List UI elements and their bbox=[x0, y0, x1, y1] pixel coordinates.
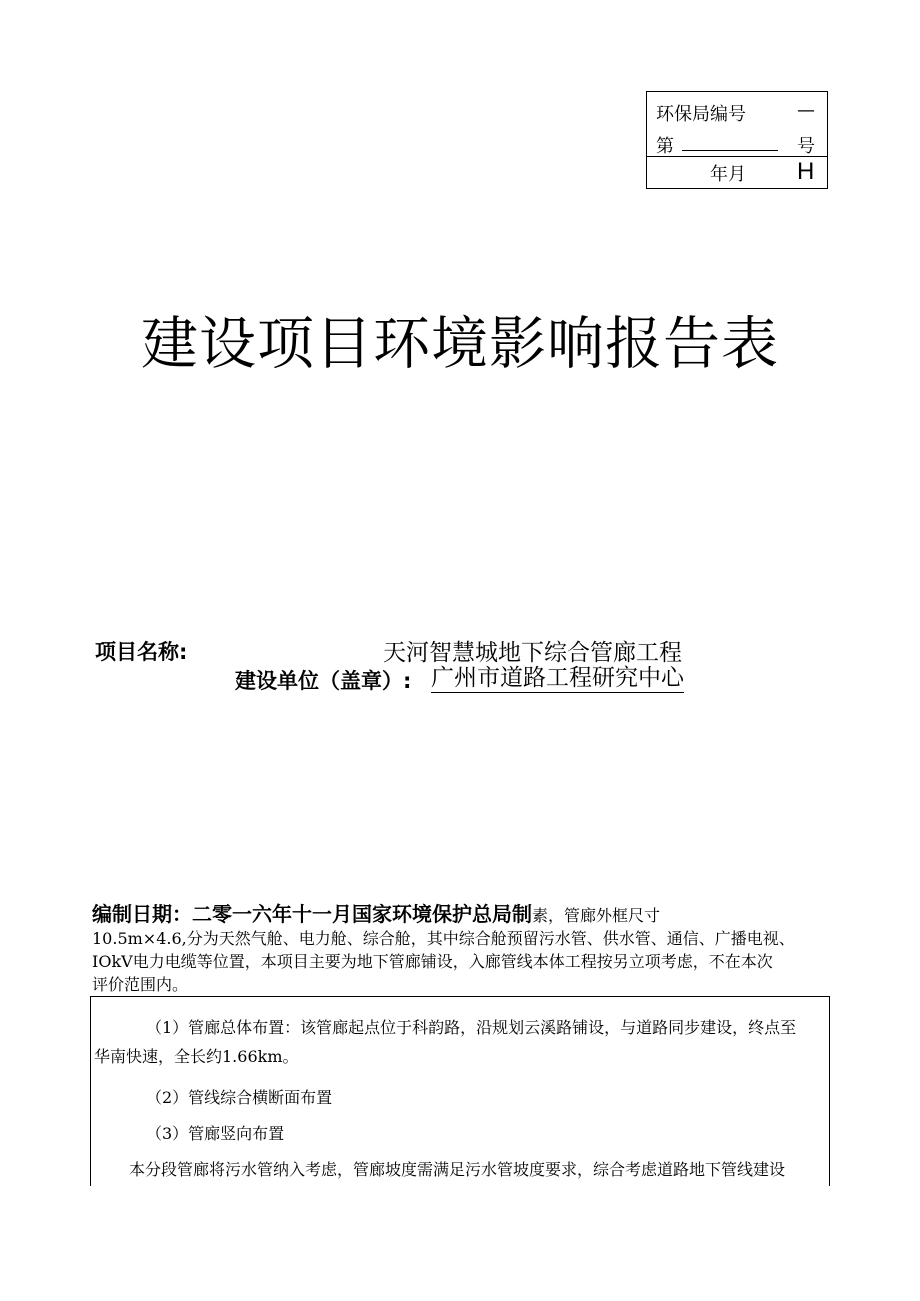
date-line bbox=[92, 903, 832, 927]
content-item-1-cont: 华南快速，全长约1.66km。 bbox=[94, 1047, 299, 1066]
content-item-2: （2）管线综合横断面布置 bbox=[146, 1088, 333, 1107]
date-row bbox=[647, 156, 827, 190]
project-name-value: 天河智慧城地下综合管廊工程 bbox=[383, 640, 682, 666]
project-name-label: 项目名称: bbox=[95, 640, 188, 664]
body-text bbox=[92, 903, 832, 996]
serial-blank-line bbox=[682, 150, 778, 151]
content-item-1: （1）管廊总体布置：该管廊起点位于科韵路，沿规划云溪路铺设，与道路同步建设，终点至 bbox=[146, 1018, 797, 1037]
content-item-4: 本分段管廊将污水管纳入考虑，管廊坡度需满足污水管坡度要求，综合考虑道路地下管线建设 bbox=[129, 1160, 786, 1179]
bureau-number-dash: — bbox=[797, 100, 815, 121]
construction-unit-value: 广州市道路工程研究中心 bbox=[431, 665, 684, 691]
document-title: 建设项目环境影响报告表 bbox=[141, 311, 779, 377]
compile-date-label: 编制日期：二零一六年十一月国家环境保护总局制 bbox=[92, 902, 532, 926]
serial-hao-label: 号 bbox=[797, 136, 815, 157]
construction-unit-label: 建设单位（盖章）: bbox=[235, 669, 412, 693]
bureau-number-box bbox=[646, 91, 828, 189]
body-line: IOkV电力电缆等位置，本项目主要为地下管廊铺设，入廊管线本体工程按另立项考虑，不在本次 bbox=[92, 952, 773, 971]
serial-di-label: 第 bbox=[656, 136, 674, 157]
body-line: 10.5m×4.6,分为天然气舱、电力舱、综合舱，其中综合舱预留污水管、供水管、通信、广播电视、 bbox=[92, 929, 795, 948]
date-label: 年月 bbox=[710, 164, 746, 185]
line1-tail: 素，管廊外框尺寸 bbox=[532, 906, 661, 925]
date-h-mark: H bbox=[797, 158, 815, 185]
content-box bbox=[90, 996, 830, 1186]
body-line: 评价范围内。 bbox=[92, 975, 189, 994]
content-item-3: （3）管廊竖向布置 bbox=[146, 1124, 285, 1143]
bureau-number-label: 环保局编号 bbox=[656, 104, 746, 125]
